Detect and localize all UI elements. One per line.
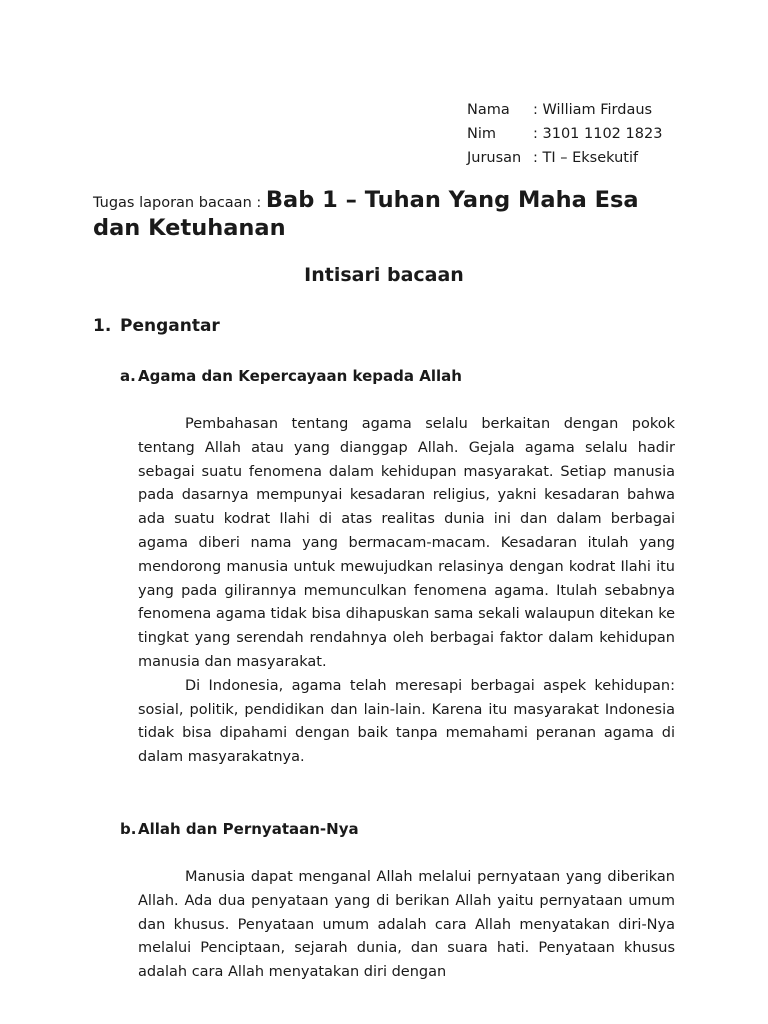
section-number: 1. [93, 316, 112, 336]
info-row-nim [467, 122, 662, 146]
info-value: : 3101 1102 1823 [533, 126, 663, 142]
title-main: Bab 1 – Tuhan Yang Maha Esa dan Ketuhanan [93, 187, 639, 241]
subsection-heading-b [120, 820, 359, 838]
paragraph: Pembahasan tentang agama selalu berkaitan dengan pokok tentang Allah atau yang dianggap Allah. Gejala agama selalu hadir sebagai suatu fenomena dalam kehidupan masyarakat. Setiap manusia pada dasarnya mempunyai kesadaran religius, yakni kesadaran bahwa ada suatu kodrat Ilahi di atas realitas dunia ini dan dalam berbagai agama diberi nama yang bermacam-macam. Kesadaran itulah yang mendorong manusia untuk mewujudkan relasinya dengan kodrat Ilahi itu yang pada gilirannya memunculkan fenomena agama. Itulah sebabnya fenomena agama tidak bisa dihapuskan sama sekali walaupun ditekan ke tingkat yang serendah rendahnya oleh berbagai faktor dalam kehidupan manusia dan masyarakat. [138, 416, 675, 670]
info-row-nama [467, 98, 662, 122]
subsection-body-a [138, 413, 675, 770]
document-title [93, 186, 693, 242]
info-value: : TI – Eksekutif [533, 150, 639, 166]
section-title: Pengantar [120, 316, 220, 336]
section-heading [93, 316, 220, 336]
info-label: Jurusan [467, 150, 522, 166]
paragraph: Manusia dapat menganal Allah melalui pernyataan yang diberikan Allah. Ada dua penyataan yang di berikan Allah yaitu pernyataan umum dan khusus. Penyataan umum adalah cara Allah menyatakan diri-Nya melalui Penciptaan, sejarah dunia, dan suara hati. Penyataan khusus adalah cara Allah menyatakan diri dengan [138, 869, 675, 981]
subsection-title: Agama dan Kepercayaan kepada Allah [138, 367, 462, 385]
subsection-letter: a. [120, 367, 136, 385]
subsection-title: Allah dan Pernyataan-Nya [138, 820, 359, 838]
subtitle: Intisari bacaan [304, 264, 464, 286]
info-row-jurusan [467, 146, 662, 170]
student-info [467, 98, 662, 170]
paragraph: Di Indonesia, agama telah meresapi berbagai aspek kehidupan: sosial, politik, pendidikan dan lain-lain. Karena itu masyarakat Indonesia tidak bisa dipahami dengan baik tanpa memahami peranan agama di dalam masyarakatnya. [138, 677, 675, 766]
subsection-heading-a [120, 367, 462, 385]
info-label: Nim [467, 126, 496, 142]
subsection-body-b [138, 866, 675, 985]
title-prefix: Tugas laporan bacaan : [93, 195, 266, 211]
info-value: : William Firdaus [533, 102, 653, 118]
info-label: Nama [467, 102, 510, 118]
subsection-letter: b. [120, 820, 137, 838]
